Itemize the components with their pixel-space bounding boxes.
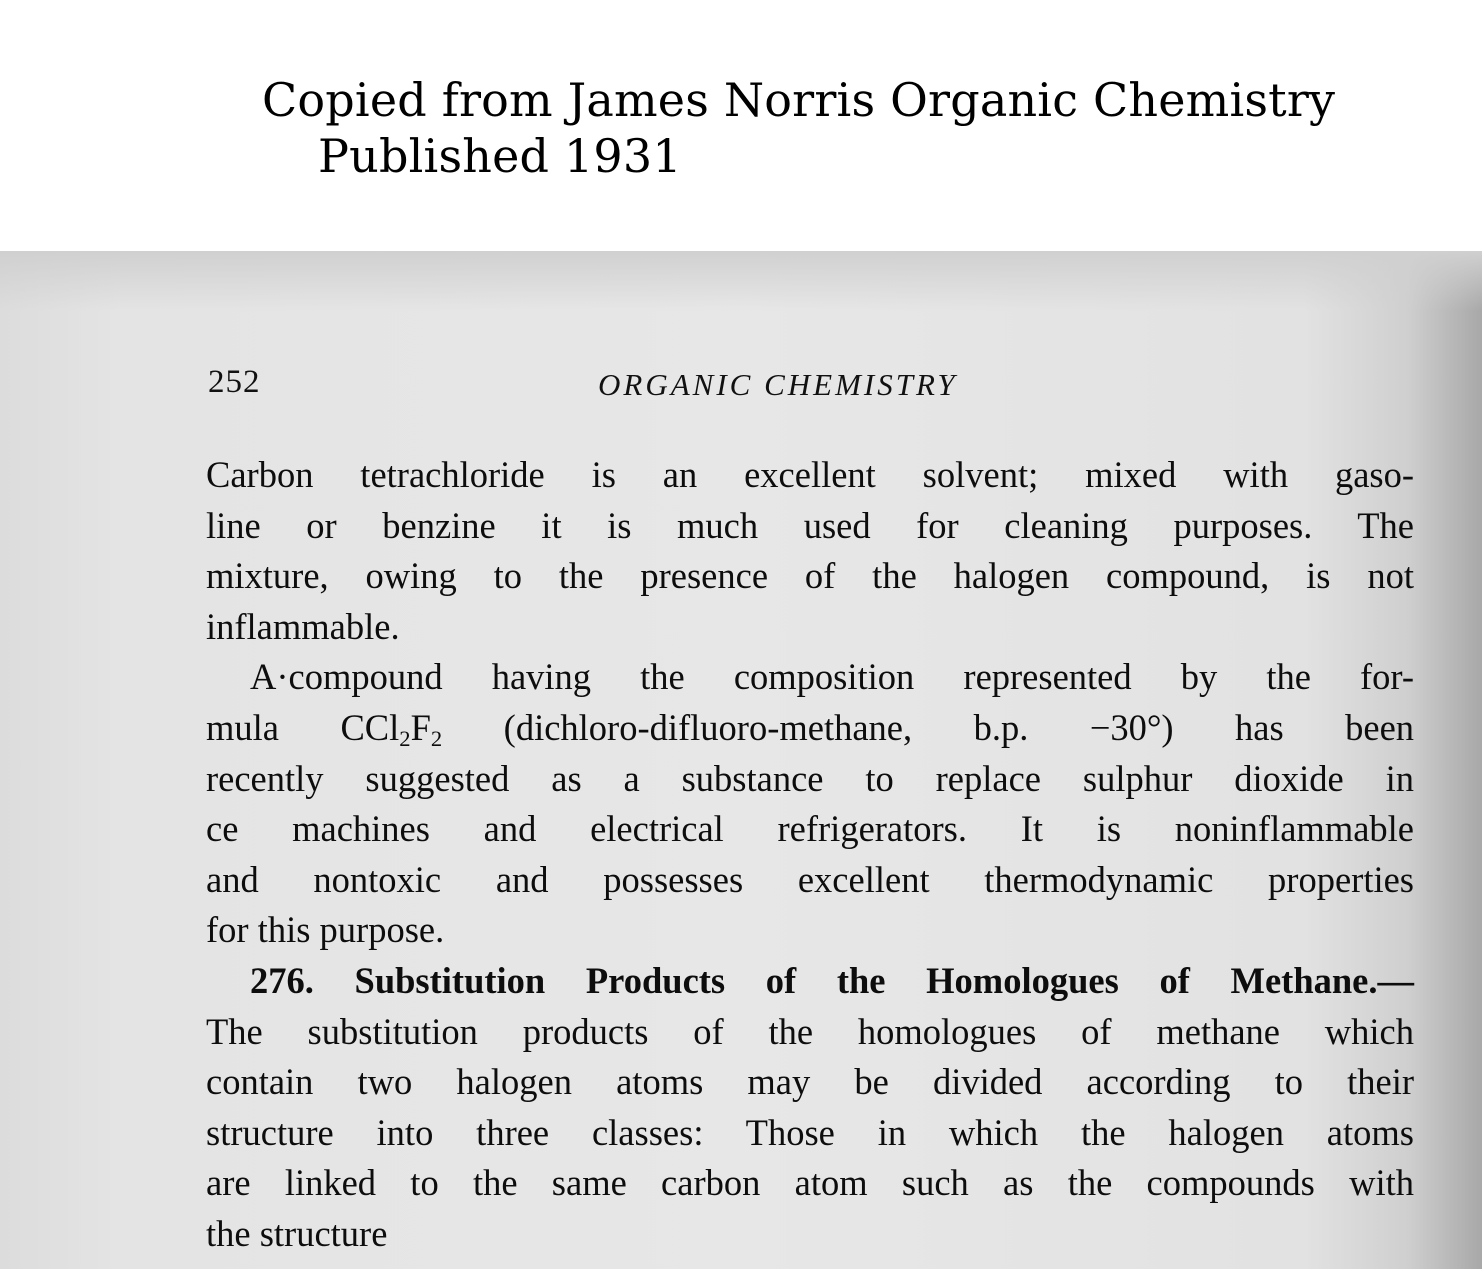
text-line: contain two halogen atoms may be divided according to their	[206, 1061, 1414, 1103]
chemical-formula: $CCl_2F_2$	[340, 706, 443, 751]
text-line: the structure	[206, 1212, 388, 1254]
paragraph-1	[206, 450, 1414, 652]
text-line: inflammable.	[206, 605, 400, 647]
section-number: 276.	[250, 959, 314, 1001]
text-line: mixture, owing to the presence of the halogen compound, is not	[206, 555, 1414, 597]
text-line: Carbon tetrachloride is an excellent solvent; mixed with gaso-	[206, 454, 1414, 495]
text-line: A·compound having the composition represented by the for-	[250, 656, 1414, 698]
text-line: line or benzine it is much used for cleaning purposes. The	[206, 504, 1414, 546]
section-276	[206, 956, 1414, 1260]
paragraph-2	[206, 652, 1414, 956]
text-line: The substitution products of the homologues of methane which	[206, 1010, 1414, 1052]
scanned-page	[0, 251, 1482, 1269]
book-title: ORGANIC CHEMISTRY	[598, 367, 958, 402]
text-line: structure into three classes: Those in which the halogen atoms	[206, 1111, 1414, 1153]
caption	[262, 72, 1335, 184]
caption-line-2: Published 1931	[318, 129, 682, 183]
text-line: recently suggested as a substance to replace sulphur dioxide in	[206, 757, 1414, 799]
text-line: and nontoxic and possesses excellent thermodynamic properties	[206, 858, 1414, 900]
formula-line	[206, 703, 1414, 754]
text-line: ce machines and electrical refrigerators. It is noninflammable	[206, 808, 1414, 850]
caption-line-1: Copied from James Norris Organic Chemistry	[262, 73, 1336, 127]
text-line: for this purpose.	[206, 909, 445, 951]
text-line: are linked to the same carbon atom such as the compounds with	[206, 1162, 1414, 1204]
running-head	[208, 364, 1413, 404]
formula-suffix: (dichloro-difluoro-methane, b.p. −30°) has been	[503, 706, 1415, 748]
section-heading	[206, 956, 1414, 1007]
formula-prefix: mula	[206, 706, 279, 748]
page-number: 252	[208, 364, 261, 400]
page-body	[206, 450, 1414, 1260]
section-title: Substitution Products of the Homologues of Methane.—	[354, 959, 1414, 1001]
